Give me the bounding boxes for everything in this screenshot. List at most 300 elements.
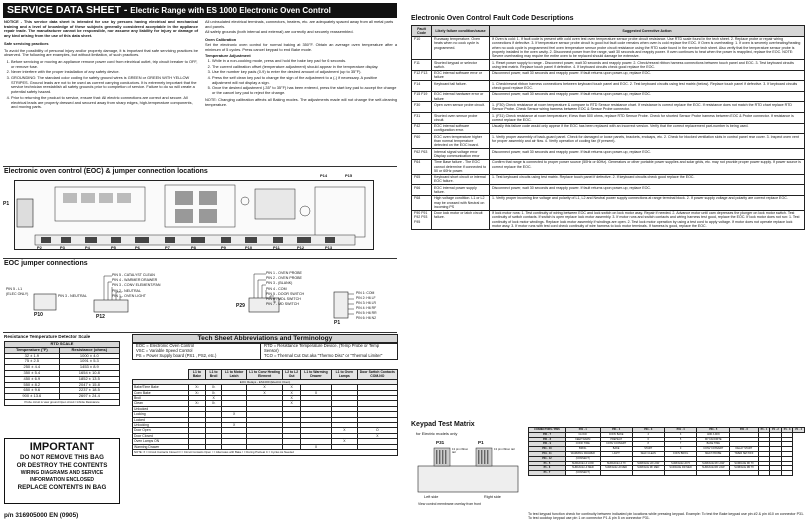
adjustment-step: 1. While in a non-cooking mode, press and hold the bake key pad for 6 seconds. — [212, 59, 397, 64]
rtd-cell: 1000 ± 4.0 — [59, 353, 119, 359]
p1-pins — [356, 291, 377, 321]
rtd-table — [4, 341, 120, 406]
keypad-cell — [770, 471, 782, 476]
matrix-row-label: Bake/Time Bake — [133, 385, 189, 390]
eoc-board-svg — [15, 181, 375, 251]
matrix-cell: X¹ — [189, 401, 206, 406]
matrix-row-label: Door Open — [133, 428, 189, 433]
calibration-heading: Oven Calibration — [205, 37, 237, 43]
keypad-cell: 8 — [632, 442, 664, 447]
matrix-cell: X — [283, 396, 301, 401]
matrix-cell: X — [332, 439, 358, 444]
keypad-row-label: P31 - 12 — [529, 456, 566, 461]
matrix-cell: X — [205, 396, 221, 401]
rtd-cell: 75 ± 2.5 — [5, 359, 60, 365]
keypad-footer: To test keypad function check for continuity between indicated pin locations while pressing keypad. Example: To test the Bake keypad use pin #2 & pin #10 on connector P31. To test cooktop keypad use pin 1 on connector P1 & pin 5 on connector P31. — [528, 512, 805, 521]
keypad-cell: 6 — [632, 437, 664, 442]
keypad-cell: SURFACE RR LOW — [697, 466, 730, 471]
important-line: REPLACE CONTENTS IN BAG — [17, 484, 107, 491]
matrix-row-label: Unlocked — [133, 406, 189, 411]
keypad-cell: TIMER SET/OFF — [730, 451, 758, 456]
keypad-cell: CONV BROIL — [664, 451, 697, 456]
fault-row — [412, 134, 805, 149]
rtd-cell: 450 ± 6.9 — [5, 376, 60, 382]
rtd-cell: 1453 ± 8.9 — [59, 365, 119, 371]
rtd-cell: 2697 ± 24.4 — [59, 394, 119, 400]
matrix-cell: X — [246, 390, 282, 395]
fault-action-cell: Disconnect power, wait 30 seconds and reapply power. If fault returns upon power-up, replace EOC. — [490, 149, 805, 160]
keypad-cell: (CONNECT) — [565, 471, 600, 476]
keypad-row-label: P31 - 9 — [529, 442, 566, 447]
page-title — [3, 3, 397, 18]
matrix-row-label: Clean — [133, 401, 189, 406]
rtd-cell: 2237 ± 18.5 — [59, 388, 119, 394]
matrix-row-label: Conv Bake — [133, 390, 189, 395]
fault-action-cell: 1. (F30) Check resistance at room temperature & compare to RTD Sensor resistance chart. If resistance is correct replace the EOC. If resistance does not match the RTD chart replace RTD Sensor Probe. Check Sensor wiring harness between EOC & Sensor Probe connector. — [490, 102, 805, 113]
keypad-cell: BAKE — [600, 447, 632, 452]
important-title: IMPORTANT — [29, 441, 95, 453]
keypad-cell: CONV CONVERT — [600, 442, 632, 447]
jumper-pin-label: PIN 1 - OVEN PROBE — [266, 271, 302, 275]
fault-code-cell: F62 F63 — [412, 149, 432, 160]
keypad-cell — [781, 471, 793, 476]
keypad-row-label: P31 - 11 — [529, 451, 566, 456]
abbr-line: VSC = Variable Speed Control — [136, 348, 193, 354]
rtd-heading: Resistance Temperature Detector Scale — [4, 334, 91, 339]
fault-action-cell: Usually this failure code would only appear if the EOC has been replaced with an incorrect version. Verify that the correct replacement part-number is being used. — [490, 123, 805, 134]
keypad-cell: COOK TIME — [565, 442, 600, 447]
matrix-row-label: Door Closed — [133, 433, 189, 438]
keypad-cell: CLOCK — [565, 432, 600, 437]
keypad-col-header: P1 - 4 — [793, 428, 805, 433]
notice-text: NOTICE - This service data sheet is intended for use by persons having electrical and mechanical training and a level of knowledge of these subjects generally considered acceptable in the appliance repair trade. The manufacturer cannot be responsible, nor assume any liability for injury or damage of any kind arising from the use of this data sheet. — [4, 19, 198, 39]
fault-code-cell: F42 — [412, 123, 432, 134]
jumper-heading: EOC jumper connections — [4, 260, 88, 267]
jumper-pin-label: PIN 6 - MDL SWITCH — [266, 297, 301, 302]
rtd-table-title: RTD SCALE — [5, 342, 120, 348]
jumper-pin-label: PIN 5 - DOOR SWITCH — [266, 291, 305, 296]
jumper-right-pins — [266, 271, 304, 307]
matrix-cell: X¹ — [189, 390, 206, 395]
p1-pin-label: PIN 1: COM — [356, 291, 375, 295]
fault-cond-cell: Keyboard tail failure. — [432, 81, 490, 92]
jumper-pin-label: PIN 5 - CATALYST CLEAN — [112, 273, 155, 277]
important-box — [4, 438, 120, 504]
keypad-cell — [697, 471, 730, 476]
p1-pin-label: PIN 3: H6 LR — [356, 301, 376, 305]
connector-tag: P1 — [334, 320, 341, 326]
keypad-cell: ADD A MIN — [697, 432, 730, 437]
keypad-row-label: P31 - 8 — [529, 437, 566, 442]
keypad-cell — [664, 471, 697, 476]
fault-row — [412, 60, 805, 71]
keypad-cell: BAKE TIME — [697, 442, 730, 447]
adjustment-steps — [205, 59, 397, 96]
fault-row — [412, 185, 805, 196]
matrix-cell: X — [283, 401, 301, 406]
connector-label: P2 — [37, 245, 42, 250]
abbr-table — [132, 342, 398, 360]
rtd-cell: 350 ± 5.4 — [5, 370, 60, 376]
keypad-cell — [600, 471, 632, 476]
right-side-label: Right side — [484, 495, 501, 499]
matrix-row-label: Broil — [133, 396, 189, 401]
connector-label: P1 — [3, 201, 10, 207]
calibration-text: Set the electronic oven control for normal baking at 350°F. Obtain an average oven temperature after a minimum of 5 cycles. Press cancel keypad to end Bake mode. — [205, 41, 397, 52]
fault-row — [412, 102, 805, 113]
keypad-col-header: P31 - 1 — [565, 428, 600, 433]
connector-label: P8 — [191, 245, 196, 250]
keypad-subheading: for Electric models only — [416, 431, 458, 436]
tech-heading: Tech Sheet Abbreviations and Terminology — [132, 334, 398, 344]
fault-code-cell: F66 — [412, 185, 432, 196]
jumper-pin-label: PIN 4 - WARMER DRAWER — [112, 278, 158, 283]
jumper-side-label: (ELEC ONLY) — [6, 291, 29, 296]
safe-extra-list — [205, 20, 397, 35]
fault-action-cell: 1. Test keyboard circuits using test matrix. Replace touch panel if defective. 2. If keyboard circuits check good replace the EOC. — [490, 174, 805, 185]
connector-tag: P12 — [96, 314, 105, 320]
matrix-cell: O — [357, 428, 397, 433]
keypad-cell: PREHEAT — [600, 437, 632, 442]
matrix-col-header: L1 to Broil — [205, 370, 221, 380]
fault-action-cell: Disconnect power, wait 30 seconds and reapply power. If fault returns upon power-up, replace EOC. — [490, 185, 805, 196]
rtd-cell: 900 ± 13.6 — [5, 394, 60, 400]
matrix-col-header: L1 to Oven Lamps — [332, 370, 358, 380]
fault-row — [412, 174, 805, 185]
matrix-col-header: L2 to L2 Out — [283, 370, 301, 380]
fault-cond-cell: Internal signal voltage error Display communication error — [432, 149, 490, 160]
matrix-cell: X — [300, 390, 331, 395]
keypad-col-header: P31 - 3 — [632, 428, 664, 433]
connector-label: P4 — [85, 245, 90, 250]
fault-code-cell: F65 — [412, 174, 432, 185]
matrix-cell: X — [357, 433, 397, 438]
rtd-cell: 1091 ± 5.3 — [59, 359, 119, 365]
notice-column — [4, 20, 198, 111]
jumper-pin-label: PIN 2 - NEUTRAL — [112, 288, 141, 293]
fault-row — [412, 81, 805, 92]
title-text: SERVICE DATA SHEET - — [7, 4, 131, 16]
matrix-col-header: L1 to Warming Drawer — [300, 370, 331, 380]
fault-row — [412, 70, 805, 81]
matrix-row-label: Oven Lamps ON — [133, 439, 189, 444]
keypad-cell — [758, 471, 770, 476]
matrix-cell: X¹ — [205, 390, 221, 395]
fault-cond-cell: EOC internal software error or failure — [432, 70, 490, 81]
fault-row — [412, 123, 805, 134]
matrix-cell: X — [283, 390, 301, 395]
fault-action-cell: 1. Check/reseat ribbon harness connections between keyboard touch panel and EOC. 2. Test keyboard circuits using test matrix (below). Replace touch panel if defective. 3. If keyboard circuits check good replace EOC. — [490, 81, 805, 92]
keypad-cell: SELF CLEAN — [632, 451, 664, 456]
fault-cond-cell: High voltage condition. L1 or L2 may be crossed with Neutral on incoming PS — [432, 195, 490, 210]
p1-pin-label: PIN 2: H6 LF — [356, 296, 376, 300]
p1-pin-label: PIN 6: H6 N2 — [356, 316, 376, 320]
matrix-note: NOTE: X = Circuit Contacts Closed O = Circuit Contacts Open ¹ = Alternates with Bake ² = During Preheat C = Cycles As Needed — [133, 450, 398, 455]
fault-row — [412, 113, 805, 124]
matrix-cell: X — [300, 444, 331, 449]
jumper-side-label: PIN 5 - L1 — [6, 287, 23, 291]
matrix-row-label: Locking — [133, 412, 189, 417]
safe-extra-item: All uninsulated electrical terminals, connectors, heaters, etc. are adequately spaced away from all metal parts and panels. — [205, 19, 394, 29]
fault-row — [412, 149, 805, 160]
fault-cond-cell: EOC internal software configuration error. — [432, 123, 490, 134]
connector-label: P13 — [325, 245, 333, 250]
adjustment-step: 3. Use the number key pads (0-9) to enter the desired amount of adjustment (up to 35°F). — [212, 70, 397, 75]
rtd-cell: 1654 ± 10.8 — [59, 370, 119, 376]
fault-row — [412, 36, 805, 59]
connector-tag: P29 — [236, 303, 245, 309]
keypad-row-label: P31 - 7 — [529, 432, 566, 437]
fault-action-cell: 1. (F31) Check resistance at room temperature; if less than 500 ohms, replace RTD Sensor Probe. Check for shorted Sensor Probe harness between EOC & Probe connector. If resistance is correct replace the EOC. — [490, 113, 805, 124]
keypad-cell: WARMING DRAWER — [565, 451, 600, 456]
keypad-col-header: P1 - 2 — [770, 428, 782, 433]
fault-table — [411, 25, 805, 230]
jumper-pin-label: PIN 4 - COM — [266, 286, 287, 291]
keypad-cell: SURFACE LR MED — [600, 466, 632, 471]
keypad-cell: SURFACE RR HI — [730, 466, 758, 471]
matrix-row-label: Locked — [133, 417, 189, 422]
fault-row — [412, 195, 805, 210]
fault-cond-cell: EOC internal power supply failure. — [432, 185, 490, 196]
abbr-line: RTD = Resistance Temperature Device. (Temp Probe or Temp Sensor) — [264, 343, 380, 354]
keypad-cell: KEEP WARM — [565, 437, 600, 442]
adjustment-step: 5. Once the desired adjustment (-35° to 35°F) has been entered, press the start key pad to accept the change or the cancel key pad to reject the change. — [212, 86, 397, 95]
fault-code-cell: F31 — [412, 113, 432, 124]
abbr-line: EOC = Electronic Oven Control — [136, 343, 195, 348]
keypad-cell: SURFACE RR MED — [664, 466, 697, 471]
connector-label: P3 — [60, 245, 65, 250]
fault-heading: Electronic Oven Control Fault Code Descriptions — [411, 15, 574, 22]
fault-code-cell: F11 — [412, 60, 432, 71]
connector-label: P15 — [345, 173, 353, 178]
keypad-cell — [730, 471, 758, 476]
keypad-cell: MEAT PROBE — [697, 451, 730, 456]
fault-cond-cell: EOC oven temperature higher than normal temperature detected on the EOC board. — [432, 134, 490, 149]
keypad-cell — [632, 471, 664, 476]
ribbon-sub: 13 pin ribbon tail — [494, 447, 515, 451]
matrix-row-label: Warming Drawer — [133, 444, 189, 449]
matrix-row-label: Unlocking — [133, 423, 189, 428]
p1-pin-label: PIN 4: H6 RF — [356, 306, 377, 310]
keypad-col-header: P1 - 3 — [781, 428, 793, 433]
connector-label: P14 — [320, 173, 328, 178]
keypad-col-header: P31 - 5 — [697, 428, 730, 433]
rtd-cell: 2047 ± 15.8 — [59, 382, 119, 388]
rtd-cell: 650 ± 9.6 — [5, 388, 60, 394]
eoc-board-diagram — [3, 173, 374, 250]
safe-extra-item: All safety grounds (both internal and external) are correctly and securely reassembled. — [205, 29, 354, 35]
safe-item: 3. GROUNDING: The standard color coding for safety ground wires is GREEN or GREEN WITH YELLOW STRIPES. Ground leads are not to be used as current carrying conductors. It is extremely important that the service technician reestablish all safety grounds prior to completion of service. Failure to do so will create a potential safety hazard. — [11, 76, 198, 95]
membrane-caption: View control membrane overlay from front — [418, 502, 481, 506]
rtd-cell: 32 ± 1.9 — [5, 353, 60, 359]
matrix-cell: X¹ — [205, 401, 221, 406]
matrix-cell: X — [283, 385, 301, 390]
keypad-cell: 3 — [664, 432, 697, 437]
keypad-cell: 0 — [664, 447, 697, 452]
important-line: DO NOT REMOVE THIS BAG — [20, 454, 104, 461]
matrix-col-header: L1 to Motor Latch — [222, 370, 247, 380]
connector-label: P9 — [221, 245, 226, 250]
adjustment-heading: Temperature Adjustment — [205, 53, 251, 59]
fault-cond-cell: Keyboard short circuit or internal EOC failure. — [432, 174, 490, 185]
safe-list — [4, 60, 198, 110]
part-number: p/n 316905000 EN (0905) — [4, 512, 79, 519]
fault-cond-cell: Open oven sensor probe circuit. — [432, 102, 490, 113]
fault-cond-cell: EOC internal hardware error or failure — [432, 91, 490, 102]
important-line: OR DESTROY THE CONTENTS — [16, 462, 108, 469]
connector-label: P7 — [165, 245, 170, 250]
keypad-cell: SURFACE LR LOW — [632, 461, 664, 466]
keypad-diagram — [414, 440, 524, 508]
rtd-col-header: Temperature (°F) — [5, 347, 60, 353]
keypad-cell: CONV CONVERT — [697, 447, 730, 452]
keypad-col-header: P31 - 2 — [600, 428, 632, 433]
fault-action-cell: 1. Verify proper incoming line voltage and polarity of L1, L2 and Neutral power supply connections at range terminal block. 2. If power supply voltage and polarity are correct replace EOC. — [490, 195, 805, 210]
matrix-col-header: Door Switch Contacts COM-NO — [357, 370, 397, 380]
fault-action-cell: If lock motor runs: 1. Test continuity of wiring between EOC and lock switch on lock motor assy. Repair if needed. 2. Advance motor until cam depresses the plunger on lock motor switch. Test continuity of switch contacts. If switch is open replace lock motor assembly. 3. If motor runs and switch contacts and wiring harness test good, replace the EOC. If lock motor does not run: 1. Test continuity of lock motor windings. Replace lock motor assembly if windings are open. 2. Test lock motor operation by using a test cord to apply voltage. If motor does not operate replace lock motor assy. 3. If motor runs with test cord check continuity of wire harness to lock motor terminals. If harness is good, replace the EOC. — [490, 210, 805, 229]
p1-pin-label: PIN 5: H6 RR — [356, 311, 377, 315]
fault-code-cell: F30 — [412, 102, 432, 113]
jumper-side-labels — [6, 287, 28, 296]
matrix-cell: X — [246, 385, 282, 390]
fault-action-cell: 1. Verify proper assembly of back-guard panel. Check for damaged or loose panels, brackets, endcaps, etc. 2. Check for blocked ventilation slots in control panel rear cover. 3. Inspect oven vent for proper assembly and air flow. 4. Verify operation of cooling fan (if present). — [490, 134, 805, 149]
connector-label: P10 — [245, 245, 253, 250]
jumper-left-pins — [112, 273, 161, 299]
safe-item: 4. Prior to returning the product to service, ensure that: All electric connections are correct and secure. All electrical leads are properly dressed and secured away from sharp edges, high-temperature components, and moving parts. — [11, 96, 198, 110]
matrix-col-header: L1 to Conv Heating Element — [246, 370, 282, 380]
important-line: WIRING DIAGRAMS AND SERVICE — [20, 470, 104, 476]
keypad-heading: Keypad Test Matrix — [411, 421, 475, 428]
keypad-row — [529, 471, 805, 476]
fault-code-cell: F68 — [412, 195, 432, 210]
subtitle-text: Electric Range with ES 1000 Electronic Oven Control — [130, 6, 331, 15]
fault-code-cell: F10 — [412, 36, 432, 59]
keypad-cell: 5 — [664, 437, 697, 442]
keypad-cell: START — [632, 447, 664, 452]
jumper-pin-label: PIN 2 - OVEN PROBE — [266, 276, 302, 281]
rtd-cell: 550 ± 8.2 — [5, 382, 60, 388]
fault-cond-cell: Time Base failure - The EOC cannot determine if connected to 50 or 60Hz power. — [432, 159, 490, 174]
fault-cond-cell: Shorted keypad or selector switch. — [432, 60, 490, 71]
jumper-pin-label: PIN 1 - OVEN LIGHT — [112, 293, 146, 298]
fault-row — [412, 159, 805, 174]
keypad-cell: CONV BAKE — [600, 432, 632, 437]
left-side-label: Left side — [424, 495, 439, 499]
keypad-col-header: P31 - 4 — [664, 428, 697, 433]
keypad-row-label: P1 - 6 — [529, 466, 566, 471]
matrix-cell: X — [222, 423, 247, 428]
ribbon-tag: P1 — [478, 440, 484, 445]
fault-cond-cell: Door lock motor or latch circuit failure. — [432, 210, 490, 229]
matrix-cell: X¹ — [205, 385, 221, 390]
keypad-cell: SURFACE LF HI — [600, 461, 632, 466]
keypad-cell: MY FAVORITE — [697, 437, 730, 442]
fault-code-cell: F15 F19 — [412, 91, 432, 102]
keypad-cell: SURFACE LF LOW — [565, 461, 600, 466]
fault-action-cell: Disconnect power, wait 30 seconds and reapply power. If fault returns upon power-up, replace EOC. — [490, 70, 805, 81]
fault-col-header: Fault Code — [412, 26, 432, 37]
matrix-col-header: L1 to Bake — [189, 370, 206, 380]
abbr-line: TCO = Thermal Cut Out aka "Thermo Disc" or "Thermal Limiter" — [264, 353, 383, 359]
keypad-cell: SURFACE RF HI — [730, 461, 758, 466]
fault-action-cell: 1. Reset power supply to range - Disconnect power, wait 30 seconds and reapply power. 2. Check/reseat ribbon harness connections between touch panel and EOC. 3. Test keyboard circuits using test matrix. Replace touch panel if defective. 4. If keyboard circuits check good replace the EOC. — [490, 60, 805, 71]
keypad-cell: LIGHT — [600, 451, 632, 456]
fault-cond-cell: Shorted oven sensor probe circuit. — [432, 113, 490, 124]
connector-label: P11 — [273, 245, 280, 250]
matrix-relay-caption: EOC Relays - ES1000 (Electric Oven) — [133, 379, 398, 384]
keypad-col-header: P1 - 1 — [758, 428, 770, 433]
adjustment-step: 4. Press the self clean key pad to change the sign of the adjustment to a (-) if necessary. A positive adjustment will not display a sign. — [212, 76, 397, 85]
jumper-pin-label: PIN 7 - MD SWITCH — [266, 302, 299, 307]
calibration-note: NOTE: Changing calibration affects all Baking modes. The adjustments made will not change the self-cleaning temperature. — [205, 96, 397, 107]
ribbon-sub: 13 pin ribbon tail — [452, 447, 469, 455]
connector-label: P6 — [135, 245, 140, 250]
fault-code-cell: F60 — [412, 134, 432, 149]
keypad-col-header: P31 - 6 — [730, 428, 758, 433]
keypad-cell: (CONNECT) — [565, 456, 600, 461]
jumper-pin-label: PIN 3 - (BLANK) — [266, 281, 293, 286]
keypad-cell: 4 — [632, 432, 664, 437]
keypad-cell: SURFACE RF MED — [632, 466, 664, 471]
keypad-cell: 7 — [664, 442, 697, 447]
fault-row — [412, 91, 805, 102]
rtd-cell: 250 ± 4.4 — [5, 365, 60, 371]
fault-col-header: Suggested Corrective Action — [490, 26, 805, 37]
matrix-cell: X — [222, 412, 247, 417]
matrix-cell: X — [332, 428, 358, 433]
safe-heading: Safe servicing practices — [4, 40, 49, 46]
matrix-cell: X¹ — [189, 385, 206, 390]
fault-row — [412, 210, 805, 229]
keypad-cell: BROIL — [565, 447, 600, 452]
keypad-col-header: CONNECTORS / PINS — [529, 428, 566, 433]
keypad-row-label: P31 - 10 — [529, 447, 566, 452]
adjustment-step: 2. The current calibration offset (temperature adjustment) should appear in the temperature display. — [212, 65, 397, 70]
fault-code-cell: F64 — [412, 159, 432, 174]
keypad-row-label: P1 - 5 — [529, 461, 566, 466]
keypad-cell: DELAY START — [730, 447, 758, 452]
keypad-table — [528, 427, 805, 476]
fault-action-cell: Confirm that range is connected to proper power source (50Hz or 60Hz). Generators or other portable power supplies and solar grids, etc. may not provide proper power supply. If power source is correct replace the EOC. — [490, 159, 805, 174]
keypad-cell: SURFACE LF MED — [565, 466, 600, 471]
connector-label: P12 — [297, 245, 305, 250]
fault-action-cell: Disconnect power, wait 30 seconds and reapply power. If fault returns upon power-up, replace EOC. — [490, 91, 805, 102]
calibration-column — [205, 20, 397, 109]
jumper-diagram — [4, 270, 398, 330]
keypad-row-label: P1 - 7 — [529, 471, 566, 476]
ribbon-tag: P31 — [436, 440, 445, 445]
connector-tag: P10 — [34, 312, 43, 318]
important-line: INFORMATION ENCLOSED — [29, 477, 95, 483]
safe-item: 1. Before servicing or moving an appliance remove power cord from electrical outlet, trip circuit breaker to OFF, or remove fuse. — [11, 60, 198, 69]
abbr-line: PS = Power Supply board (PS1 , PS2, etc.) — [136, 353, 217, 359]
safe-item: 2. Never interfere with the proper installation of any safety device. — [11, 70, 198, 75]
keypad-cell: SURFACE LR HI — [664, 461, 697, 466]
fault-cond-cell: Runaway temperature. Oven heats when no cook cycle is programmed. — [432, 36, 490, 59]
rtd-cell: 1852 ± 13.5 — [59, 376, 119, 382]
fault-col-header: Likely failure condition/cause — [432, 26, 490, 37]
relay-matrix — [132, 369, 398, 456]
jumper-side-label: PIN 3 - NEUTRAL — [58, 294, 87, 298]
connector-label: P5 — [111, 245, 116, 250]
fault-code-cell: F14 — [412, 81, 432, 92]
divider — [3, 332, 397, 333]
fault-action-cell: If Oven is cold: 1. If fault code is present with cold oven test oven temperature sensor probe circuit resistance. Use RTD scale found in the tech sheet. 2. Replace probe or repair wiring connections if defective. 3. If temperature sensor probe circuit is good but fault code remains when oven is cold replace the EOC. If Oven is overheating: 1. If oven is severely overheating/heating when no cook cycle is programmed feel oven temperature sensor probe circuit resistance using the RTD scale found in the service tech sheet. Also verify that the temperature sensor probe is properly installed in the oven cavity. 2. Disconnect power from the range, wait 30 seconds and reapply power. If oven continues to heat when the power is reapplied, replace the EOC. NOTE: Severe overheating may require the entire oven to be replaced should damage be extensive. — [490, 36, 805, 59]
safe-intro: To avoid the possibility of personal injury and/or property damage, it is important that safe servicing practices be observed. The following are examples, but without limitation, of such practices. — [4, 47, 198, 58]
fault-code-cell: F90 F91 F92 F93 F95 — [412, 210, 432, 229]
rtd-footnote: Probe circuit is view ground Open circuit / Infinite Resistance — [5, 399, 120, 405]
rtd-col-header: Resistance (ohms) — [59, 347, 119, 353]
